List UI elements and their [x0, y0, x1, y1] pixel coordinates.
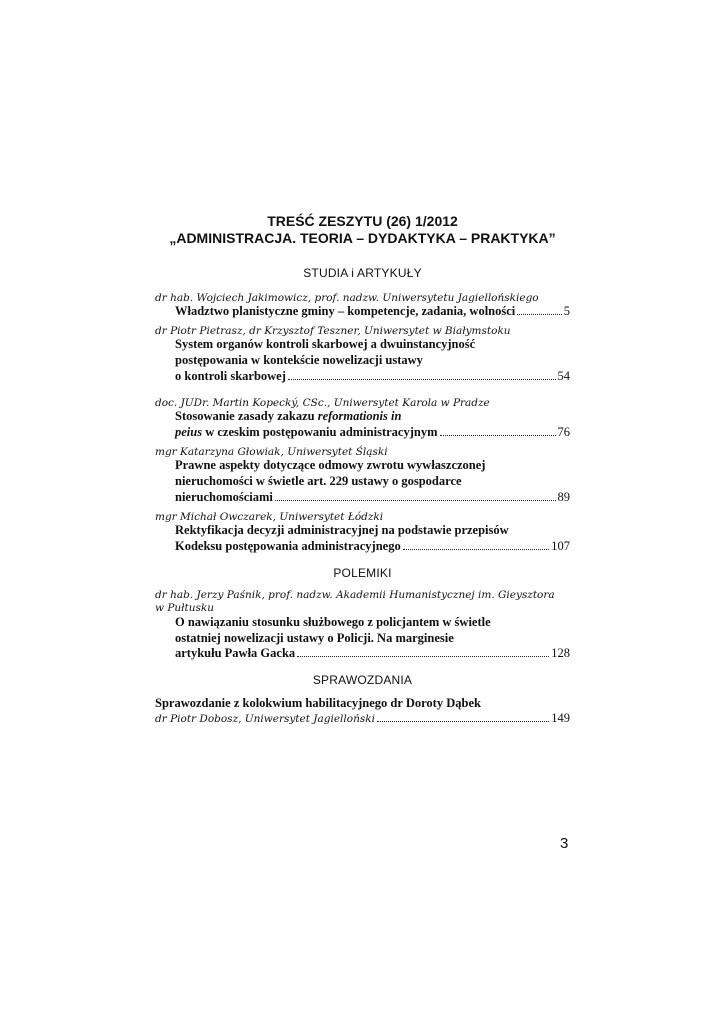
- dot-leader: [288, 379, 556, 380]
- entry-title-line: [175, 424, 570, 440]
- entry-title-italic: peius: [175, 425, 203, 439]
- entry-title: nieruchomości w świetle art. 229 ustawy o gospodarce: [175, 474, 462, 488]
- entry-title: Rektyfikacja decyzji administracyjnej na podstawie przepisów: [175, 523, 509, 537]
- entry-title: artykułu Pawła Gacka: [175, 646, 296, 660]
- contents-title: TREŚĆ ZESZYTU (26) 1/2012: [267, 213, 458, 229]
- entry-author: mgr Michał Owczarek, Uniwersytet Łódzki: [155, 511, 384, 523]
- entry-title-line: [175, 489, 570, 505]
- journal-title: „ADMINISTRACJA. TEORIA – DYDAKTYKA – PRAKTYKA”: [169, 230, 556, 246]
- entry-title: Prawne aspekty dotyczące odmowy zwrotu wywłaszczonej: [175, 458, 486, 472]
- dot-leader: [297, 656, 549, 657]
- entry-title-line: [175, 645, 570, 661]
- entry-page-number: 128: [551, 646, 570, 660]
- entry-title-italic: reformationis in: [317, 409, 402, 423]
- entry-page-number: 149: [551, 711, 570, 725]
- entry-title: Kodeksu postępowania administracyjnego: [175, 539, 401, 553]
- entry-page-number: 5: [563, 304, 570, 318]
- dot-leader: [403, 549, 550, 550]
- page-number: 3: [560, 835, 569, 852]
- entry-author-line: [155, 710, 570, 727]
- entry-title: Stosowanie zasady zakazu: [175, 409, 318, 423]
- entry-title-line: [175, 368, 570, 384]
- entry-author: dr Piotr Dobosz, Uniwersytet Jagielloński: [155, 713, 375, 725]
- entry-title-line: [175, 538, 570, 554]
- entry-page-number: 107: [551, 539, 570, 553]
- dot-leader: [517, 314, 561, 315]
- entry-title: Władztwo planistyczne gminy – kompetencje, zadania, wolności: [175, 304, 516, 318]
- entry-author: mgr Katarzyna Głowiak, Uniwersytet Śląski: [155, 446, 388, 458]
- entry-author: w Pułtusku: [155, 602, 215, 614]
- entry-title-line: [175, 303, 570, 319]
- section-heading-studia: STUDIA i ARTYKUŁY: [303, 266, 422, 280]
- entry-page-number: 54: [557, 369, 570, 383]
- dot-leader: [377, 721, 549, 722]
- entry-title: w czeskim postępowaniu administracyjnym: [202, 425, 438, 439]
- entry-title: System organów kontroli skarbowej a dwuinstancyjność: [175, 337, 476, 351]
- entry-title: O nawiązaniu stosunku służbowego z policjantem w świetle: [175, 615, 491, 629]
- entry-title: nieruchomościami: [175, 490, 273, 504]
- dot-leader: [275, 500, 556, 501]
- entry-title: postępowania w kontekście nowelizacji ustawy: [175, 353, 423, 367]
- entry-title: o kontroli skarbowej: [175, 369, 286, 383]
- entry-page-number: 89: [557, 490, 570, 504]
- entry-title: ostatniej nowelizacji ustawy o Policji. Na marginesie: [175, 631, 454, 645]
- entry-author: dr Piotr Pietrasz, dr Krzysztof Teszner, Uniwersytet w Białymstoku: [155, 325, 511, 337]
- entry-author: dr hab. Jerzy Paśnik, prof. nadzw. Akademii Humanistycznej im. Gieysztora: [155, 589, 555, 601]
- entry-page-number: 76: [557, 425, 570, 439]
- entry-title: Sprawozdanie z kolokwium habilitacyjnego dr Doroty Dąbek: [155, 696, 481, 710]
- section-heading-polemiki: POLEMIKI: [333, 566, 392, 580]
- entry-title-line: [175, 408, 570, 424]
- dot-leader: [440, 435, 556, 436]
- section-heading-sprawozdania: SPRAWOZDANIA: [312, 673, 413, 687]
- entry-author: dr hab. Wojciech Jakimowicz, prof. nadzw. Uniwersytetu Jagiellońskiego: [155, 292, 539, 304]
- entry-author: doc. JUDr. Martin Kopecký, CSc., Uniwersytet Karola w Pradze: [155, 397, 490, 409]
